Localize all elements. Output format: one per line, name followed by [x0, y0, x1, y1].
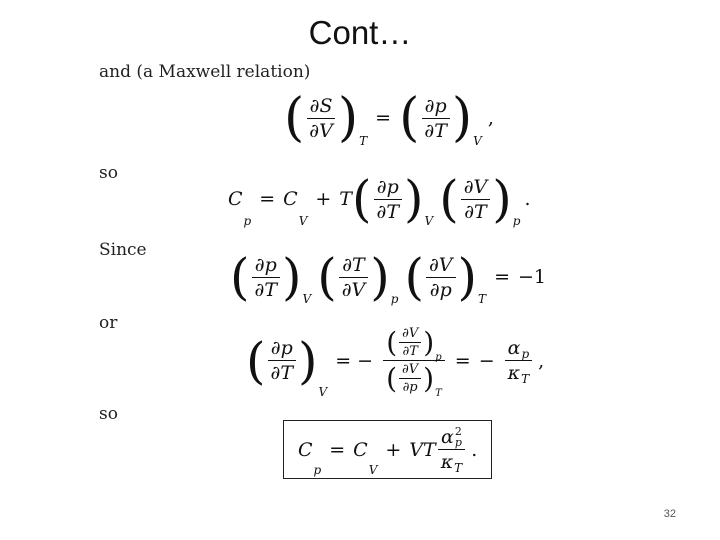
- frac-den: ∂p: [402, 380, 418, 395]
- frac-num: ∂V: [399, 326, 421, 343]
- since-text: Since: [99, 240, 147, 260]
- punctuation: .: [524, 188, 531, 210]
- subscript: T: [454, 461, 463, 475]
- subscript: p: [390, 292, 399, 306]
- frac-num: ∂p: [252, 254, 280, 278]
- so-text: so: [99, 163, 118, 183]
- var-c: C: [298, 438, 313, 461]
- subscript: T: [359, 134, 368, 148]
- slide-title: Cont…: [308, 14, 412, 51]
- cp-equation: C p = C V + T ( $\frac{\partial p}{\partial T}$ ) V ( $\frac{\partial V}{\partial T}$ ) p .: [228, 170, 531, 228]
- var-vt: VT: [409, 438, 436, 461]
- or-text: or: [99, 313, 118, 333]
- punctuation: ,: [538, 349, 545, 372]
- subscript: V: [318, 385, 328, 399]
- page-number: 32: [663, 508, 676, 520]
- frac-num: ∂V: [426, 254, 456, 278]
- frac-num: ∂p: [422, 95, 450, 119]
- subscript: V: [473, 134, 482, 148]
- frac-den: ∂T: [254, 278, 278, 301]
- punctuation: ,: [487, 107, 494, 129]
- frac-num: ∂p: [374, 176, 402, 200]
- frac-num: ∂S: [307, 95, 336, 119]
- frac-num: ∂V: [461, 176, 491, 200]
- var-t: T: [339, 188, 352, 210]
- var-c: C: [353, 438, 368, 461]
- plus-sign: +: [315, 188, 332, 210]
- subscript: V: [368, 463, 378, 477]
- subscript: p: [435, 352, 442, 363]
- superscript: 2: [454, 425, 462, 438]
- ratio-equation: ( $\frac{\partial p}{\partial T}$ ) V = − ( $\frac{\partial V}{\partial T}$ ) p ( $\frac{\partial V}{\partial p}$ ) T = − α p κ T ,: [246, 325, 545, 399]
- frac-num: ∂T: [339, 254, 368, 278]
- var-c: C: [283, 188, 298, 210]
- plus-sign: +: [385, 438, 402, 461]
- equals-minus-sign: = −: [335, 349, 374, 372]
- frac-num: ∂p: [268, 337, 296, 361]
- subscript: p: [512, 214, 521, 228]
- equals-sign: =: [454, 349, 471, 372]
- frac-den: ∂V: [309, 119, 333, 142]
- frac-den: ∂T: [424, 119, 447, 142]
- frac-den: ∂T: [464, 200, 487, 223]
- var-c: C: [228, 188, 243, 210]
- equals-sign: =: [494, 266, 510, 288]
- punctuation: .: [471, 438, 478, 461]
- subscript: p: [521, 347, 530, 361]
- so-text: so: [99, 404, 118, 424]
- var-kappa: κ: [440, 451, 454, 473]
- subscript: p: [313, 463, 322, 477]
- equals-sign: =: [329, 438, 346, 461]
- subscript: T: [521, 372, 530, 386]
- subscript: p: [454, 436, 462, 449]
- var-kappa: κ: [507, 362, 521, 384]
- subscript: V: [302, 292, 312, 306]
- frac-den: ∂T: [402, 344, 418, 359]
- var-alpha: α: [441, 426, 454, 448]
- subscript: T: [478, 292, 487, 306]
- subscript: T: [435, 388, 442, 399]
- triple-product-equation: ( $\frac{\partial p}{\partial T}$ ) V ( $\frac{\partial T}{\partial V}$ ) p ( $\frac{\partial V}{\partial p}$ ) T = −1: [230, 248, 546, 306]
- subscript: V: [424, 214, 434, 228]
- subscript: V: [298, 214, 308, 228]
- minus-sign: −: [478, 349, 495, 372]
- intro-text: and (a Maxwell relation): [99, 62, 311, 82]
- final-result-box: [283, 420, 492, 479]
- subscript: p: [243, 214, 252, 228]
- equals-sign: =: [259, 188, 276, 210]
- maxwell-equation: ( $\frac{\partial S}{\partial V}$ ) T = ( $\frac{\partial p}{\partial T}$ ) V ,: [284, 88, 494, 148]
- frac-den: ∂T: [270, 362, 294, 384]
- equals-sign: =: [375, 107, 392, 129]
- frac-den: ∂p: [429, 278, 452, 301]
- frac-den: ∂V: [341, 278, 366, 301]
- frac-den: ∂T: [376, 200, 399, 223]
- frac-num: ∂V: [399, 362, 421, 379]
- rhs-value: −1: [517, 266, 546, 288]
- var-alpha: α: [507, 337, 521, 359]
